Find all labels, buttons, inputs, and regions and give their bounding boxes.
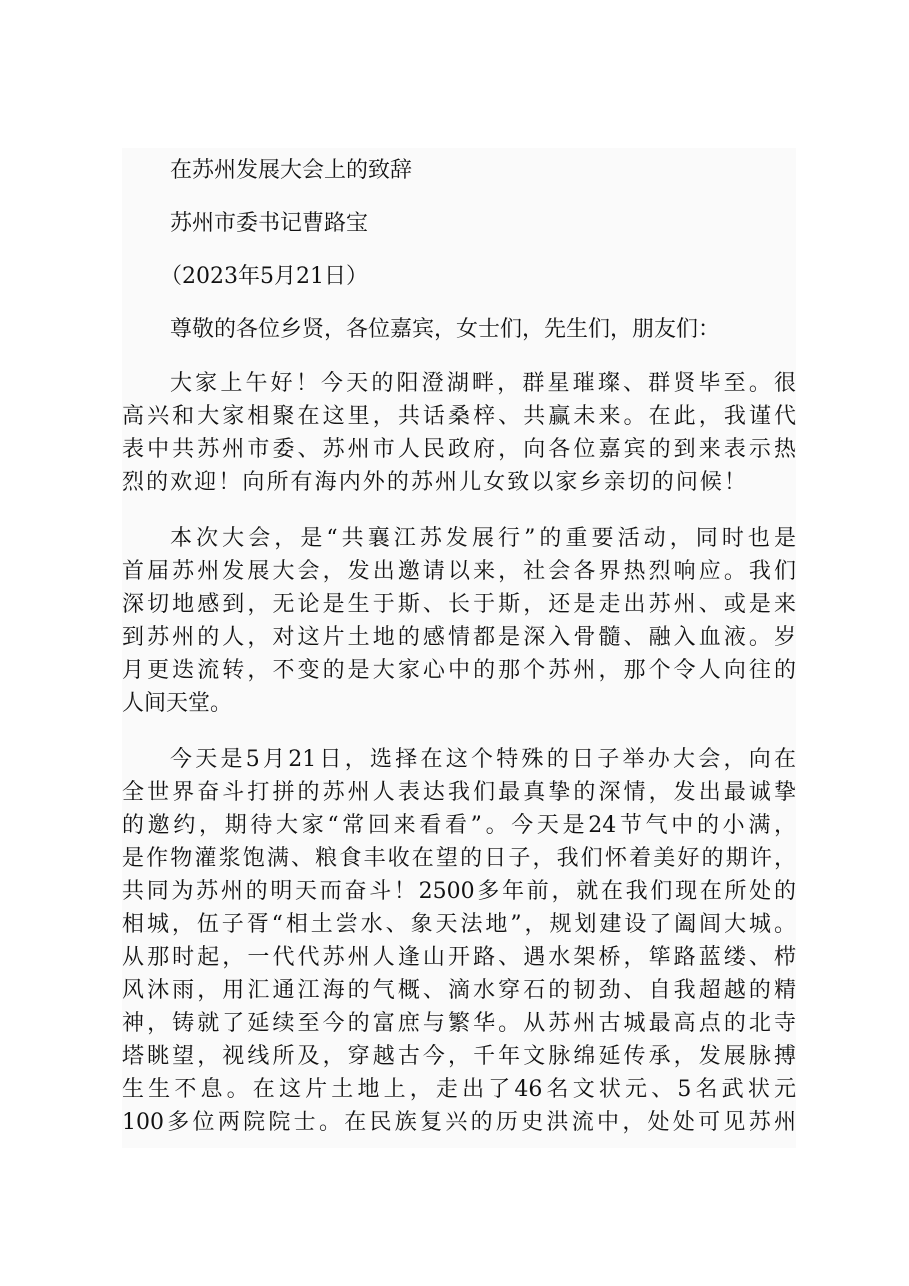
paragraph-line: 风沐雨，用汇通江海的气概、滴水穿石的韧劲、自我超越的精 xyxy=(122,978,796,1003)
document-title: 在苏州发展大会上的致辞 xyxy=(170,158,413,183)
paragraph-line: 从那时起，一代代苏州人逢山开路、遇水架桥，筚路蓝缕、栉 xyxy=(122,945,796,970)
paragraph-line: 大家上午好！今天的阳澄湖畔，群星璀璨、群贤毕至。很 xyxy=(170,371,796,396)
paragraph-line: 高兴和大家相聚在这里，共话桑梓、共赢未来。在此，我谨代 xyxy=(122,404,796,429)
document-author: 苏州市委书记曹路宝 xyxy=(170,211,369,236)
paragraph-line: 神，铸就了延续至今的富庶与繁华。从苏州古城最高点的北寺 xyxy=(122,1011,796,1036)
paragraph-line: 深切地感到，无论是生于斯、长于斯，还是走出苏州、或是来 xyxy=(122,592,796,617)
paragraph-line: 人间天堂。 xyxy=(122,691,233,716)
paragraph-line: 全世界奋斗打拼的苏州人表达我们最真挚的深情，发出最诚挚 xyxy=(122,780,796,805)
paragraph-line: 的邀约，期待大家“常回来看看”。今天是24节气中的小满， xyxy=(122,813,796,838)
paragraph-line: 到苏州的人，对这片土地的感情都是深入骨髓、融入血液。岁 xyxy=(122,625,796,650)
document-date: （2023年5月21日） xyxy=(160,264,368,289)
paragraph-line: 月更迭流转，不变的是大家心中的那个苏州，那个令人向往的 xyxy=(122,658,796,683)
paragraph-line: 相城，伍子胥“相土尝水、象天法地”，规划建设了阖闾大城。 xyxy=(122,912,796,937)
paragraph-line: 共同为苏州的明天而奋斗！2500多年前，就在我们现在所处的 xyxy=(122,879,796,904)
paragraph-line: 烈的欢迎！向所有海内外的苏州儿女致以家乡亲切的问候！ xyxy=(122,470,746,495)
paragraph-line: 塔眺望，视线所及，穿越古今，千年文脉绵延传承，发展脉搏 xyxy=(122,1044,796,1069)
paragraph-line: 100多位两院院士。在民族复兴的历史洪流中，处处可见苏州 xyxy=(122,1110,796,1135)
paragraph-line: 本次大会，是“共襄江苏发展行”的重要活动，同时也是 xyxy=(170,526,796,551)
paragraph-line: 是作物灌浆饱满、粮食丰收在望的日子，我们怀着美好的期许， xyxy=(122,846,796,871)
paragraph-line: 表中共苏州市委、苏州市人民政府，向各位嘉宾的到来表示热 xyxy=(122,437,796,462)
paragraph-line: 生生不息。在这片土地上，走出了46名文状元、5名武状元 xyxy=(122,1077,796,1102)
paragraph-line: 今天是5月21日，选择在这个特殊的日子举办大会，向在 xyxy=(170,747,796,772)
paragraph-line: 首届苏州发展大会，发出邀请以来，社会各界热烈响应。我们 xyxy=(122,559,796,584)
document-salutation: 尊敬的各位乡贤，各位嘉宾，女士们，先生们，朋友们： xyxy=(170,317,721,342)
